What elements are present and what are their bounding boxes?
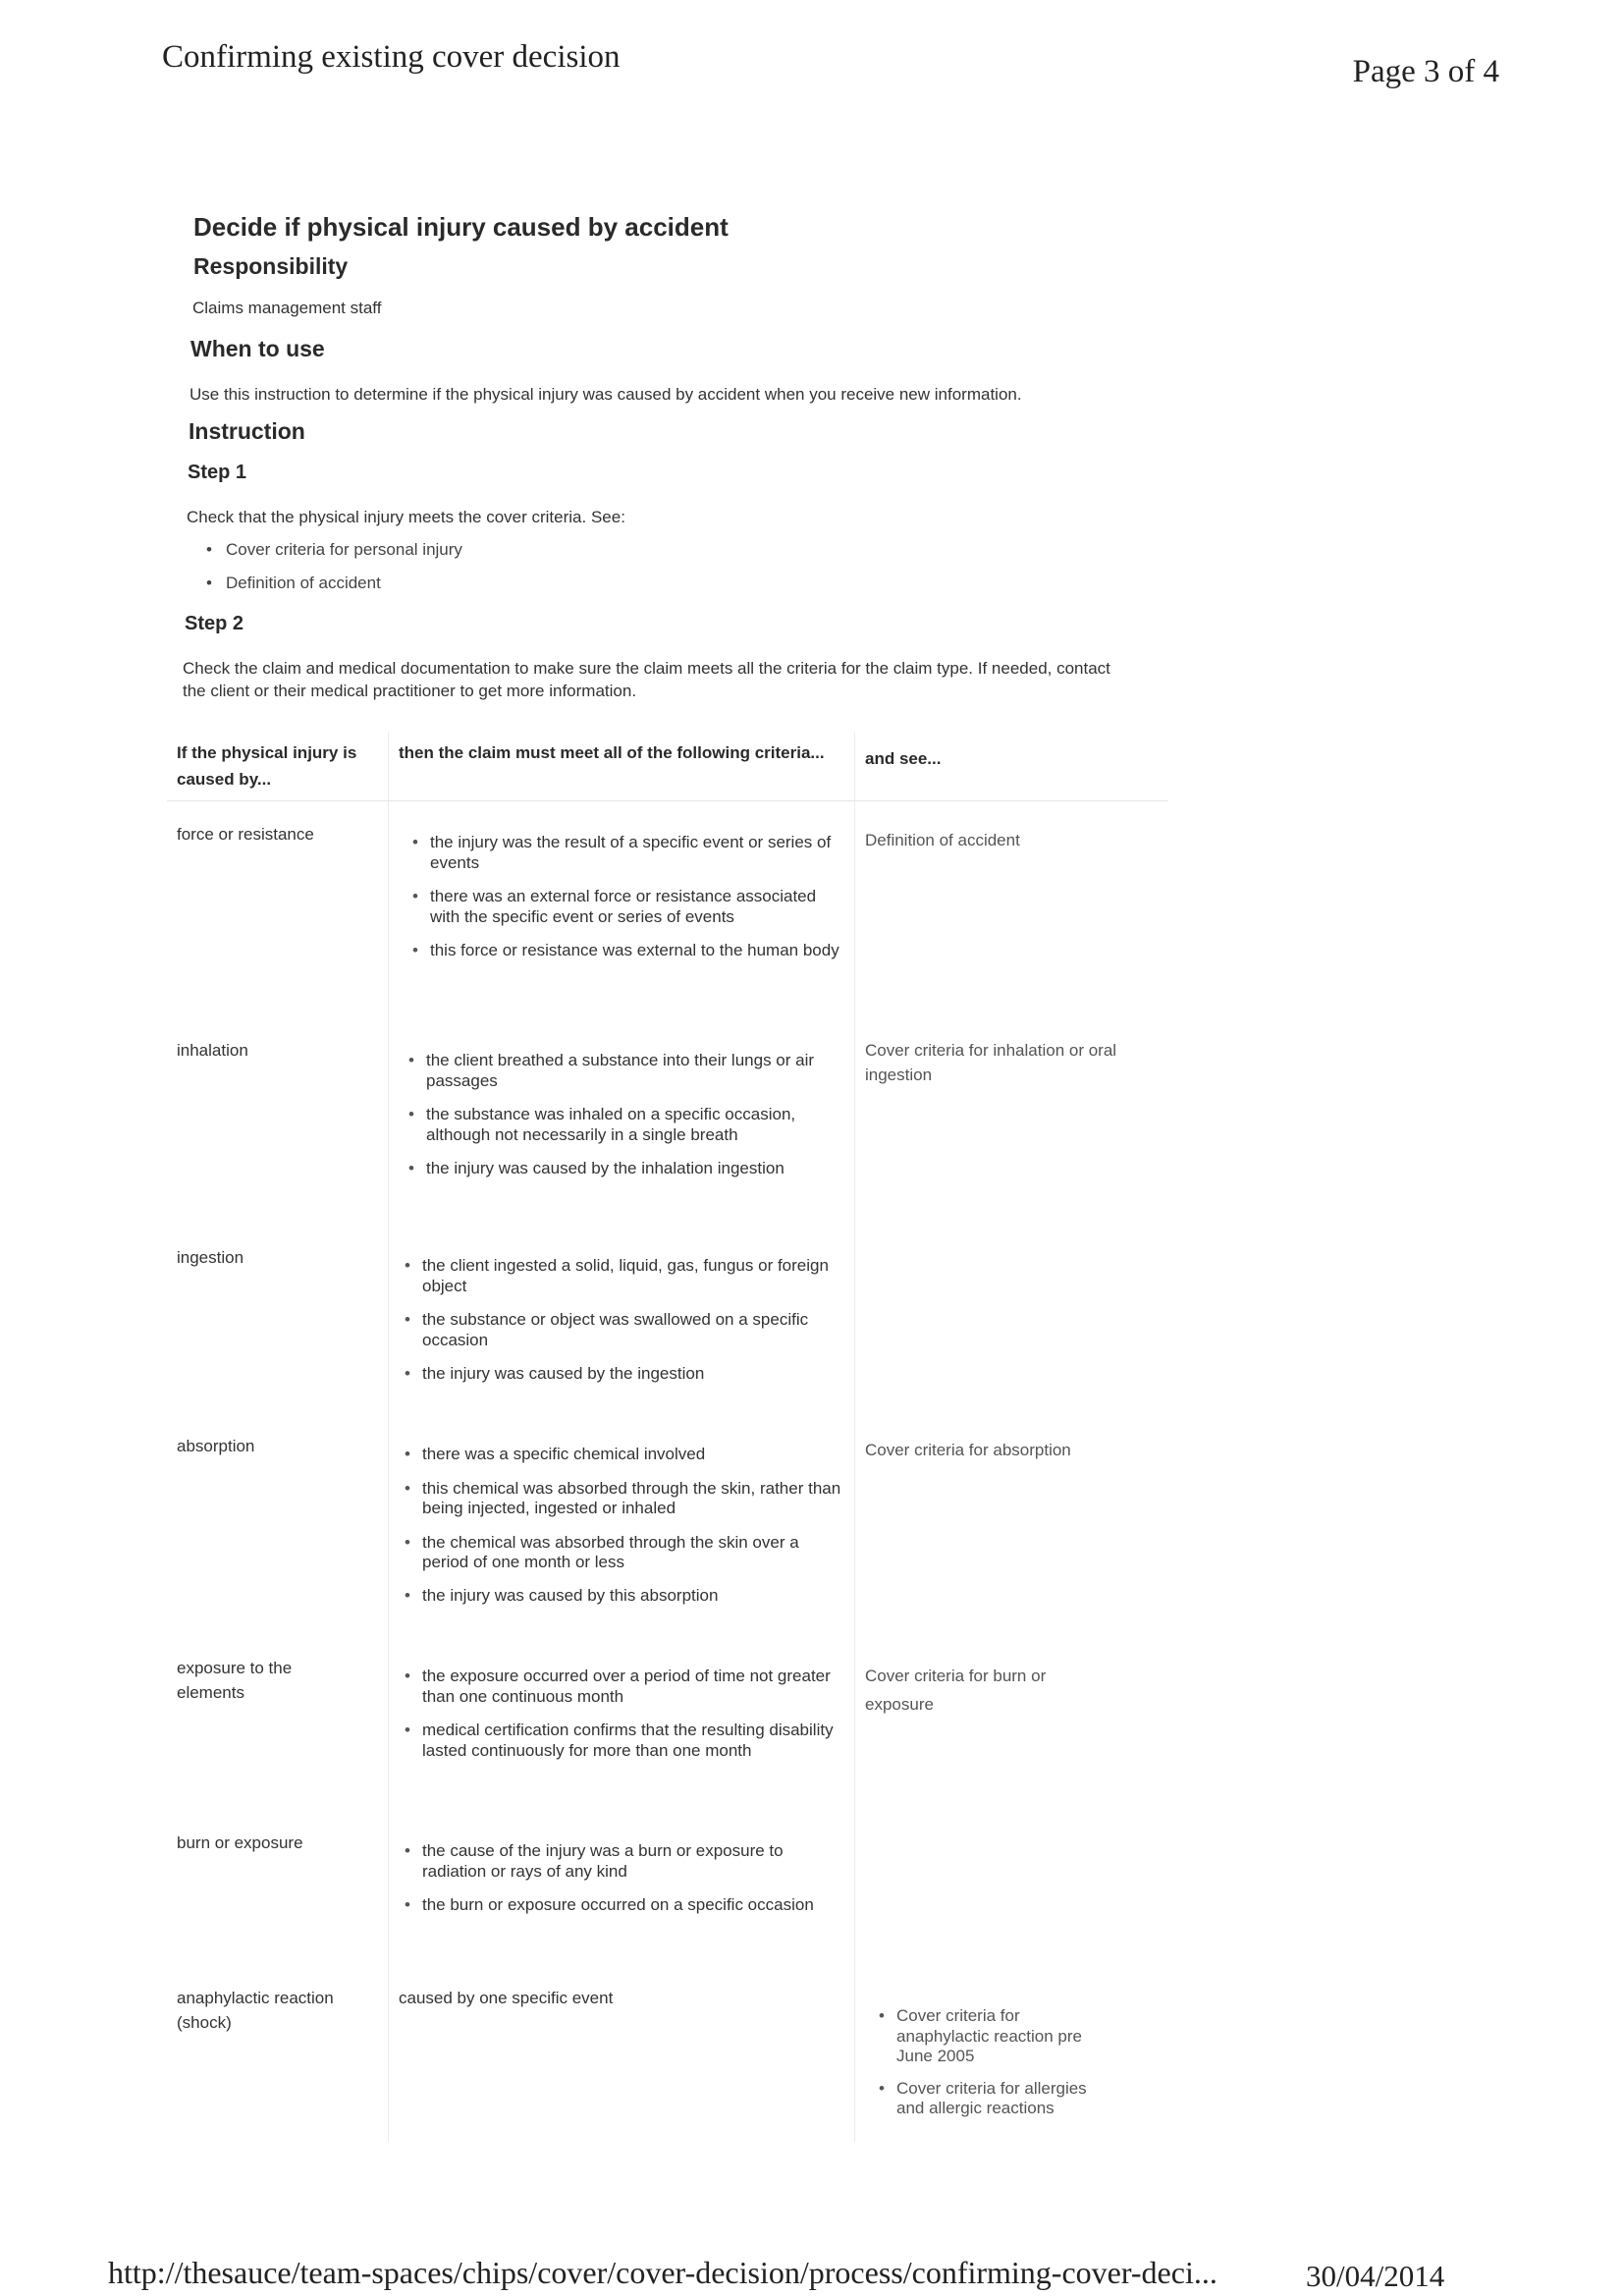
footer-date: 30/04/2014 bbox=[1306, 2259, 1445, 2293]
criterion-item: • the client ingested a solid, liquid, gas, fungus or foreign object bbox=[399, 1256, 844, 1296]
row-cause: anaphylactic reaction (shock) bbox=[177, 1989, 334, 2033]
table-row bbox=[167, 1651, 1168, 1828]
table-row bbox=[167, 1828, 1168, 1985]
criterion-item: • the injury was caused by this absorption bbox=[399, 1586, 844, 1606]
document-title: Confirming existing cover decision bbox=[162, 39, 621, 75]
see-link[interactable]: Cover criteria for absorption bbox=[865, 1441, 1071, 1460]
criterion-item: • the client breathed a substance into their lungs or air passages bbox=[403, 1051, 844, 1091]
when-to-use-text: Use this instruction to determine if the physical injury was caused by accident when you receive new information. bbox=[189, 385, 1022, 404]
table-row bbox=[167, 1238, 1168, 1427]
see-link[interactable]: Definition of accident bbox=[865, 831, 1020, 850]
row-see bbox=[854, 1651, 1168, 1828]
step1-text: Check that the physical injury meets the cover criteria. See: bbox=[187, 508, 625, 526]
row-cause: absorption bbox=[177, 1437, 255, 1456]
table-header-row bbox=[167, 732, 1168, 801]
step1-link-list bbox=[206, 540, 462, 607]
row-see bbox=[854, 1427, 1168, 1651]
row-criteria bbox=[388, 801, 854, 1029]
criterion-item: • there was an external force or resistance associated with the specific event or series of events bbox=[406, 887, 844, 927]
row-cause: exposure to the elements bbox=[177, 1659, 293, 1703]
row-see bbox=[854, 801, 1168, 1029]
table-row bbox=[167, 1427, 1168, 1651]
see-link[interactable]: Cover criteria for burn or exposure bbox=[865, 1667, 1047, 1715]
link-cover-criteria-personal-injury[interactable]: • Cover criteria for personal injury bbox=[206, 540, 462, 560]
criteria-table bbox=[167, 732, 1168, 2142]
step2-text: Check the claim and medical documentation to make sure the claim meets all the criteria for the claim type. If needed, contact the client or their medical practitioner to get more information. bbox=[183, 659, 1110, 700]
link-definition-of-accident[interactable]: • Definition of accident bbox=[206, 574, 462, 593]
criterion-item: • this chemical was absorbed through the skin, rather than being injected, ingested or inhaled bbox=[399, 1479, 844, 1519]
criterion-item: • the exposure occurred over a period of time not greater than one continuous month bbox=[399, 1667, 844, 1707]
row-see bbox=[854, 1238, 1168, 1427]
criterion-item: • this force or resistance was external to the human body bbox=[406, 941, 844, 960]
row-criteria bbox=[388, 1029, 854, 1238]
step1-heading: Step 1 bbox=[188, 462, 247, 483]
row-cause: ingestion bbox=[177, 1248, 244, 1268]
criterion-item: • medical certification confirms that the resulting disability lasted continuously for more than one month bbox=[399, 1721, 844, 1761]
criterion-item: • the chemical was absorbed through the skin over a period of one month or less bbox=[399, 1533, 844, 1573]
criterion-item: • the burn or exposure occurred on a specific occasion bbox=[399, 1895, 844, 1915]
table-header-see: and see... bbox=[854, 732, 1168, 800]
row-see bbox=[854, 1828, 1168, 1985]
table-header-cause: If the physical injury is caused by... bbox=[177, 743, 357, 790]
criterion-item: • the injury was caused by the inhalation ingestion bbox=[403, 1159, 844, 1178]
criterion-item: • the injury was the result of a specific event or series of events bbox=[406, 833, 844, 873]
row-criteria bbox=[388, 1828, 854, 1985]
row-criteria: caused by one specific event bbox=[388, 1985, 854, 2142]
footer-url: http://thesauce/team-spaces/chips/cover/cover-decision/process/confirming-cover-deci... bbox=[108, 2255, 1217, 2290]
section-title: Decide if physical injury caused by accident bbox=[193, 212, 729, 242]
criterion-item: • the injury was caused by the ingestion bbox=[399, 1364, 844, 1384]
row-see bbox=[854, 1985, 1168, 2142]
row-criteria bbox=[388, 1427, 854, 1651]
row-criteria bbox=[388, 1651, 854, 1828]
row-criteria bbox=[388, 1238, 854, 1427]
table-header-criteria: then the claim must meet all of the following criteria... bbox=[388, 732, 854, 800]
instruction-heading: Instruction bbox=[189, 418, 305, 444]
see-link[interactable]: • Cover criteria for anaphylactic reaction pre June 2005 bbox=[875, 2006, 1110, 2066]
see-link[interactable]: Cover criteria for inhalation or oral ingestion bbox=[865, 1041, 1117, 1085]
criterion-item: • the substance was inhaled on a specific occasion, although not necessarily in a single breath bbox=[403, 1105, 844, 1145]
row-see bbox=[854, 1029, 1168, 1238]
row-cause: burn or exposure bbox=[177, 1833, 303, 1853]
see-link[interactable]: • Cover criteria for allergies and allergic reactions bbox=[875, 2079, 1110, 2119]
responsibility-text: Claims management staff bbox=[192, 299, 382, 317]
criterion-item: • the substance or object was swallowed on a specific occasion bbox=[399, 1310, 844, 1350]
when-to-use-heading: When to use bbox=[190, 336, 325, 361]
row-cause: inhalation bbox=[177, 1041, 248, 1061]
row-cause: force or resistance bbox=[177, 825, 314, 845]
step2-heading: Step 2 bbox=[185, 613, 244, 634]
table-row bbox=[167, 801, 1168, 1029]
criterion-item: • there was a specific chemical involved bbox=[399, 1445, 844, 1464]
criterion-item: • the cause of the injury was a burn or exposure to radiation or rays of any kind bbox=[399, 1841, 844, 1882]
table-row bbox=[167, 1985, 1168, 2142]
responsibility-heading: Responsibility bbox=[193, 253, 349, 279]
page-number: Page 3 of 4 bbox=[1352, 54, 1499, 89]
table-row bbox=[167, 1029, 1168, 1238]
